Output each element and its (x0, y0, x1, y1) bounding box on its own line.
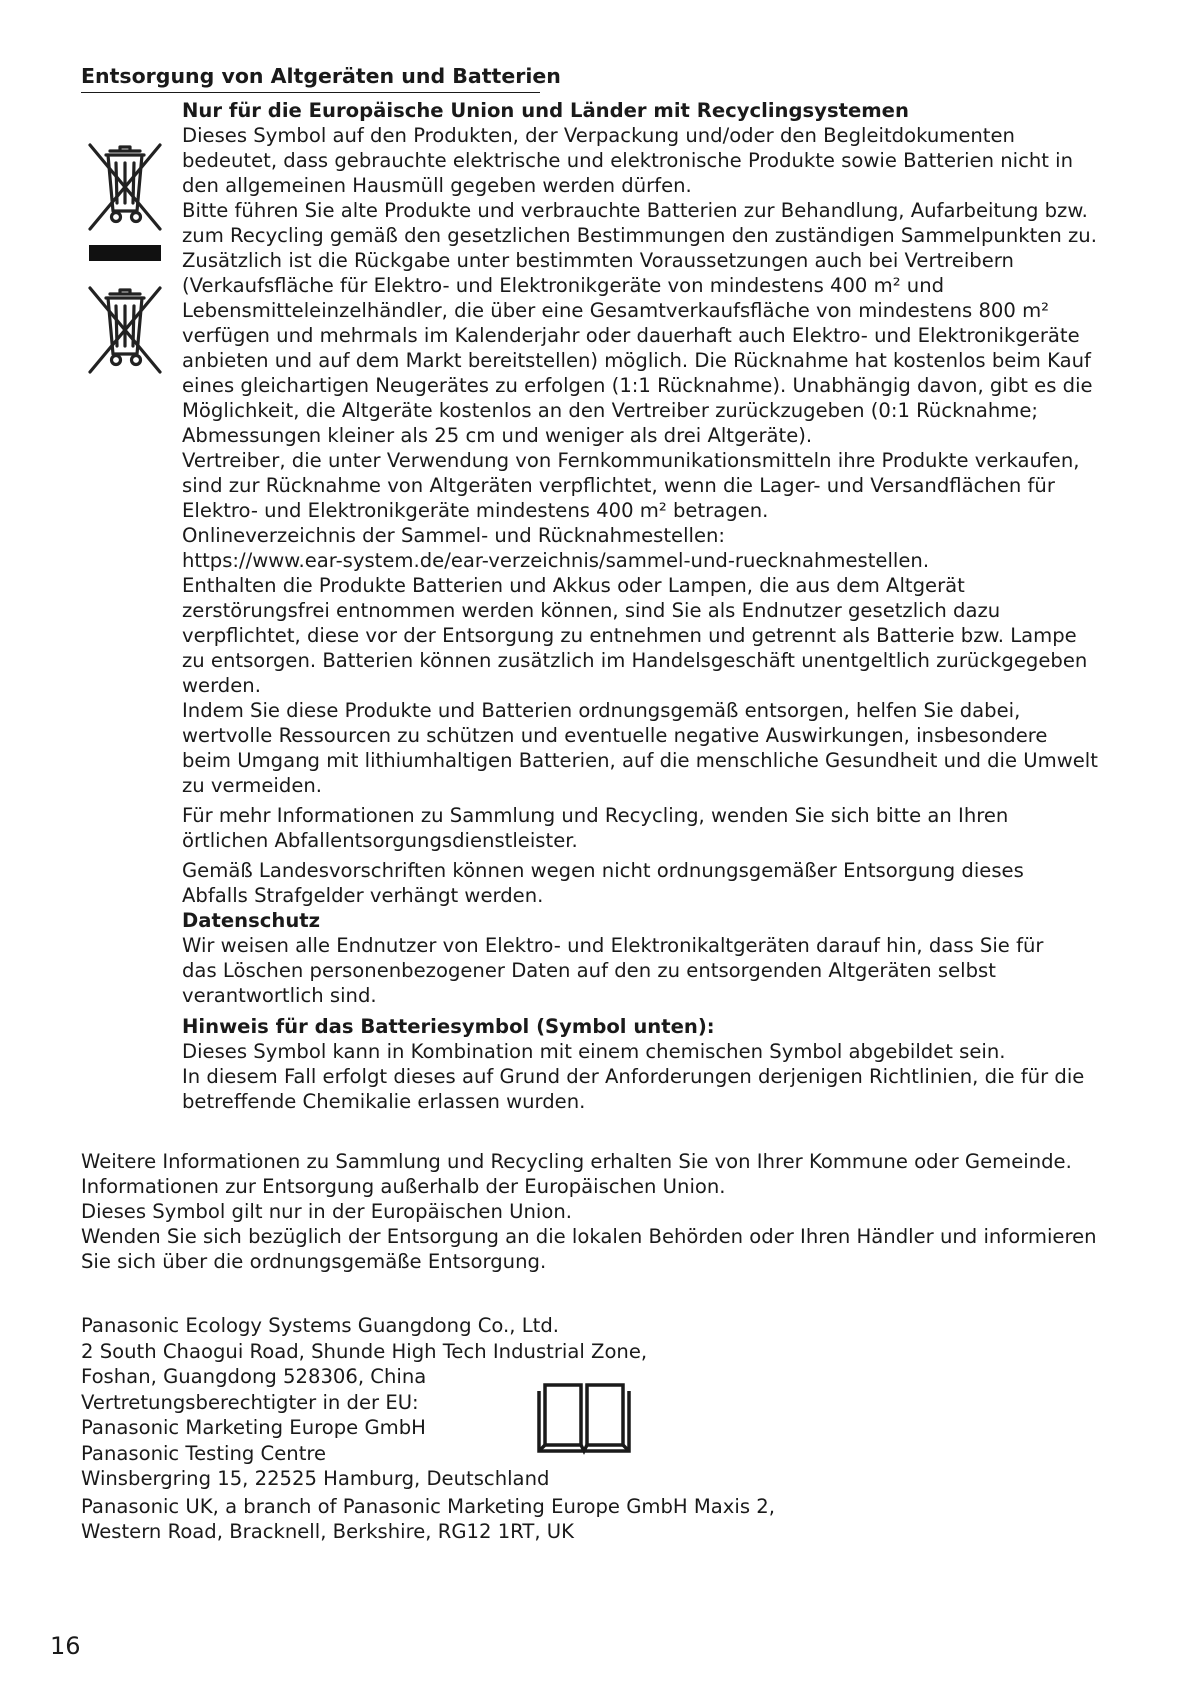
crossed-out-battery-bin-icon (86, 284, 164, 376)
body-line: Dieses Symbol gilt nur in der Europäischen Union. (81, 1200, 572, 1223)
body-line: Gemäß Landesvorschriften können wegen nicht ordnungsgemäßer Entsorgung dieses (182, 859, 1024, 882)
body-line: Abmessungen kleiner als 25 cm und weniger als drei Altgeräte). (182, 424, 813, 447)
eu-recycling-section (182, 98, 1142, 1114)
body-line: zum Recycling gemäß den gesetzlichen Bestimmungen den zuständigen Sammelpunkten zu. (182, 224, 1097, 247)
body-line: den allgemeinen Hausmüll gegeben werden dürfen. (182, 174, 692, 197)
body-line: das Löschen personenbezogener Daten auf den zu entsorgenden Altgeräten selbst (182, 959, 996, 982)
eu-subheading: Nur für die Europäische Union und Länder mit Recyclingsystemen (182, 99, 909, 122)
address-line: Panasonic Ecology Systems Guangdong Co., Ltd. (81, 1314, 560, 1337)
body-line: Bitte führen Sie alte Produkte und verbrauchte Batterien zur Behandlung, Aufarbeitung bzw. (182, 199, 1088, 222)
body-line: zerstörungsfrei entnommen werden können, sind Sie als Endnutzer gesetzlich dazu (182, 599, 1001, 622)
body-line: Sie sich über die ordnungsgemäße Entsorgung. (81, 1250, 547, 1273)
battery-symbol-paragraph (182, 1039, 1142, 1114)
body-line: werden. (182, 674, 261, 697)
body-line: Möglichkeit, die Altgeräte kostenlos an den Vertreiber zurückzugeben (0:1 Rücknahme; (182, 399, 1039, 422)
body-line: zu vermeiden. (182, 774, 323, 797)
body-line: verantwortlich sind. (182, 984, 377, 1007)
address-line: Vertretungsberechtigter in der EU: (81, 1390, 419, 1414)
body-line: Dieses Symbol kann in Kombination mit einem chemischen Symbol abgebildet sein. (182, 1040, 1006, 1063)
body-line: Enthalten die Produkte Batterien und Akkus oder Lampen, die aus dem Altgerät (182, 574, 965, 597)
penalty-paragraph (182, 858, 1142, 908)
body-line: wertvolle Ressourcen zu schützen und eventuelle negative Auswirkungen, insbesondere (182, 724, 1048, 747)
body-line: verpflichtet, diese vor der Entsorgung zu entnehmen und getrennt als Batterie bzw. Lampe (182, 624, 1077, 647)
body-line: Weitere Informationen zu Sammlung und Recycling erhalten Sie von Ihrer Kommune oder Gemeinde. (81, 1150, 1072, 1173)
body-line: verfügen und mehrmals im Kalenderjahr oder dauerhaft auch Elektro- und Elektronikgeräte (182, 324, 1080, 347)
address-line: Panasonic Testing Centre (81, 1441, 327, 1465)
body-line: zu entsorgen. Batterien können zusätzlich im Handelsgeschäft unentgeltlich zurückgegeben (182, 649, 1088, 672)
body-line: beim Umgang mit lithiumhaltigen Batterien, auf die menschliche Gesundheit und die Umwelt (182, 749, 1098, 772)
manufacturer-address (81, 1313, 841, 1545)
address-line: Panasonic UK, a branch of Panasonic Marketing Europe GmbH Maxis 2, (81, 1494, 775, 1518)
body-line: Vertreiber, die unter Verwendung von Fernkommunikationsmitteln ihre Produkte verkaufen, (182, 449, 1080, 472)
body-line: Dieses Symbol auf den Produkten, der Verpackung und/oder den Begleitdokumenten (182, 124, 1015, 147)
body-line: Wir weisen alle Endnutzer von Elektro- und Elektronikaltgeräten darauf hin, dass Sie für (182, 934, 1044, 957)
datenschutz-paragraph (182, 933, 1142, 1008)
non-eu-section (81, 1149, 1161, 1274)
body-line: sind zur Rücknahme von Altgeräten verpflichtet, wenn die Lager- und Versandflächen für (182, 474, 1055, 497)
address-line: Winsbergring 15, 22525 Hamburg, Deutschland (81, 1467, 550, 1490)
datenschutz-heading: Datenschutz (182, 909, 321, 932)
open-book-icon (535, 1381, 633, 1455)
page-number: 16 (50, 1632, 81, 1660)
body-line: Lebensmitteleinzelhändler, die über eine Gesamtverkaufsfläche von mindestens 800 m² (182, 299, 1050, 322)
battery-symbol-heading: Hinweis für das Batteriesymbol (Symbol unten): (182, 1015, 715, 1038)
body-line: örtlichen Abfallentsorgungsdienstleister. (182, 829, 578, 852)
body-line: bedeutet, dass gebrauchte elektrische und elektronische Produkte sowie Batterien nicht in (182, 149, 1074, 172)
address-line: Panasonic Marketing Europe GmbH (81, 1416, 426, 1439)
body-line: Elektro- und Elektronikgeräte mindestens 400 m² betragen. (182, 499, 769, 522)
info-paragraph (182, 803, 1142, 853)
register-url: https://www.ear-system.de/ear-verzeichnis/sammel-und-ruecknahmestellen. (182, 549, 930, 572)
uk-address (81, 1494, 841, 1545)
body-line: (Verkaufsfläche für Elektro- und Elektronikgeräte von mindestens 400 m² und (182, 274, 945, 297)
eu-body (182, 123, 1142, 798)
section-heading: Entsorgung von Altgeräten und Batterien (81, 60, 540, 93)
body-line: Abfalls Strafgelder verhängt werden. (182, 884, 544, 907)
body-line: In diesem Fall erfolgt dieses auf Grund der Anforderungen derjenigen Richtlinien, die für die (182, 1065, 1085, 1088)
address-line: 2 South Chaogui Road, Shunde High Tech Industrial Zone, (81, 1339, 648, 1363)
crossed-out-wheelie-bin-icon (86, 141, 164, 233)
body-line: eines gleichartigen Neugerätes zu erfolgen (1:1 Rücknahme). Unabhängig davon, gibt es die (182, 374, 1093, 397)
address-line: Western Road, Bracknell, Berkshire, RG12 1RT, UK (81, 1520, 574, 1543)
body-line: betreffende Chemikalie erlassen wurden. (182, 1090, 586, 1113)
address-line: Foshan, Guangdong 528306, China (81, 1365, 427, 1388)
body-line: Onlineverzeichnis der Sammel- und Rücknahmestellen: (182, 524, 726, 547)
body-line: Wenden Sie sich bezüglich der Entsorgung an die lokalen Behörden oder Ihren Händler und informieren (81, 1225, 1097, 1248)
body-line: Indem Sie diese Produkte und Batterien ordnungsgemäß entsorgen, helfen Sie dabei, (182, 699, 1021, 722)
body-line: anbieten und auf dem Markt bereitstellen) möglich. Die Rücknahme hat kostenlos beim Kauf (182, 349, 1091, 372)
body-line: Zusätzlich ist die Rückgabe unter bestimmten Voraussetzungen auch bei Vertreibern (182, 249, 1014, 272)
separate-collection-bar (89, 245, 161, 261)
body-line: Für mehr Informationen zu Sammlung und Recycling, wenden Sie sich bitte an Ihren (182, 804, 1009, 827)
body-line: Informationen zur Entsorgung außerhalb der Europäischen Union. (81, 1175, 726, 1198)
